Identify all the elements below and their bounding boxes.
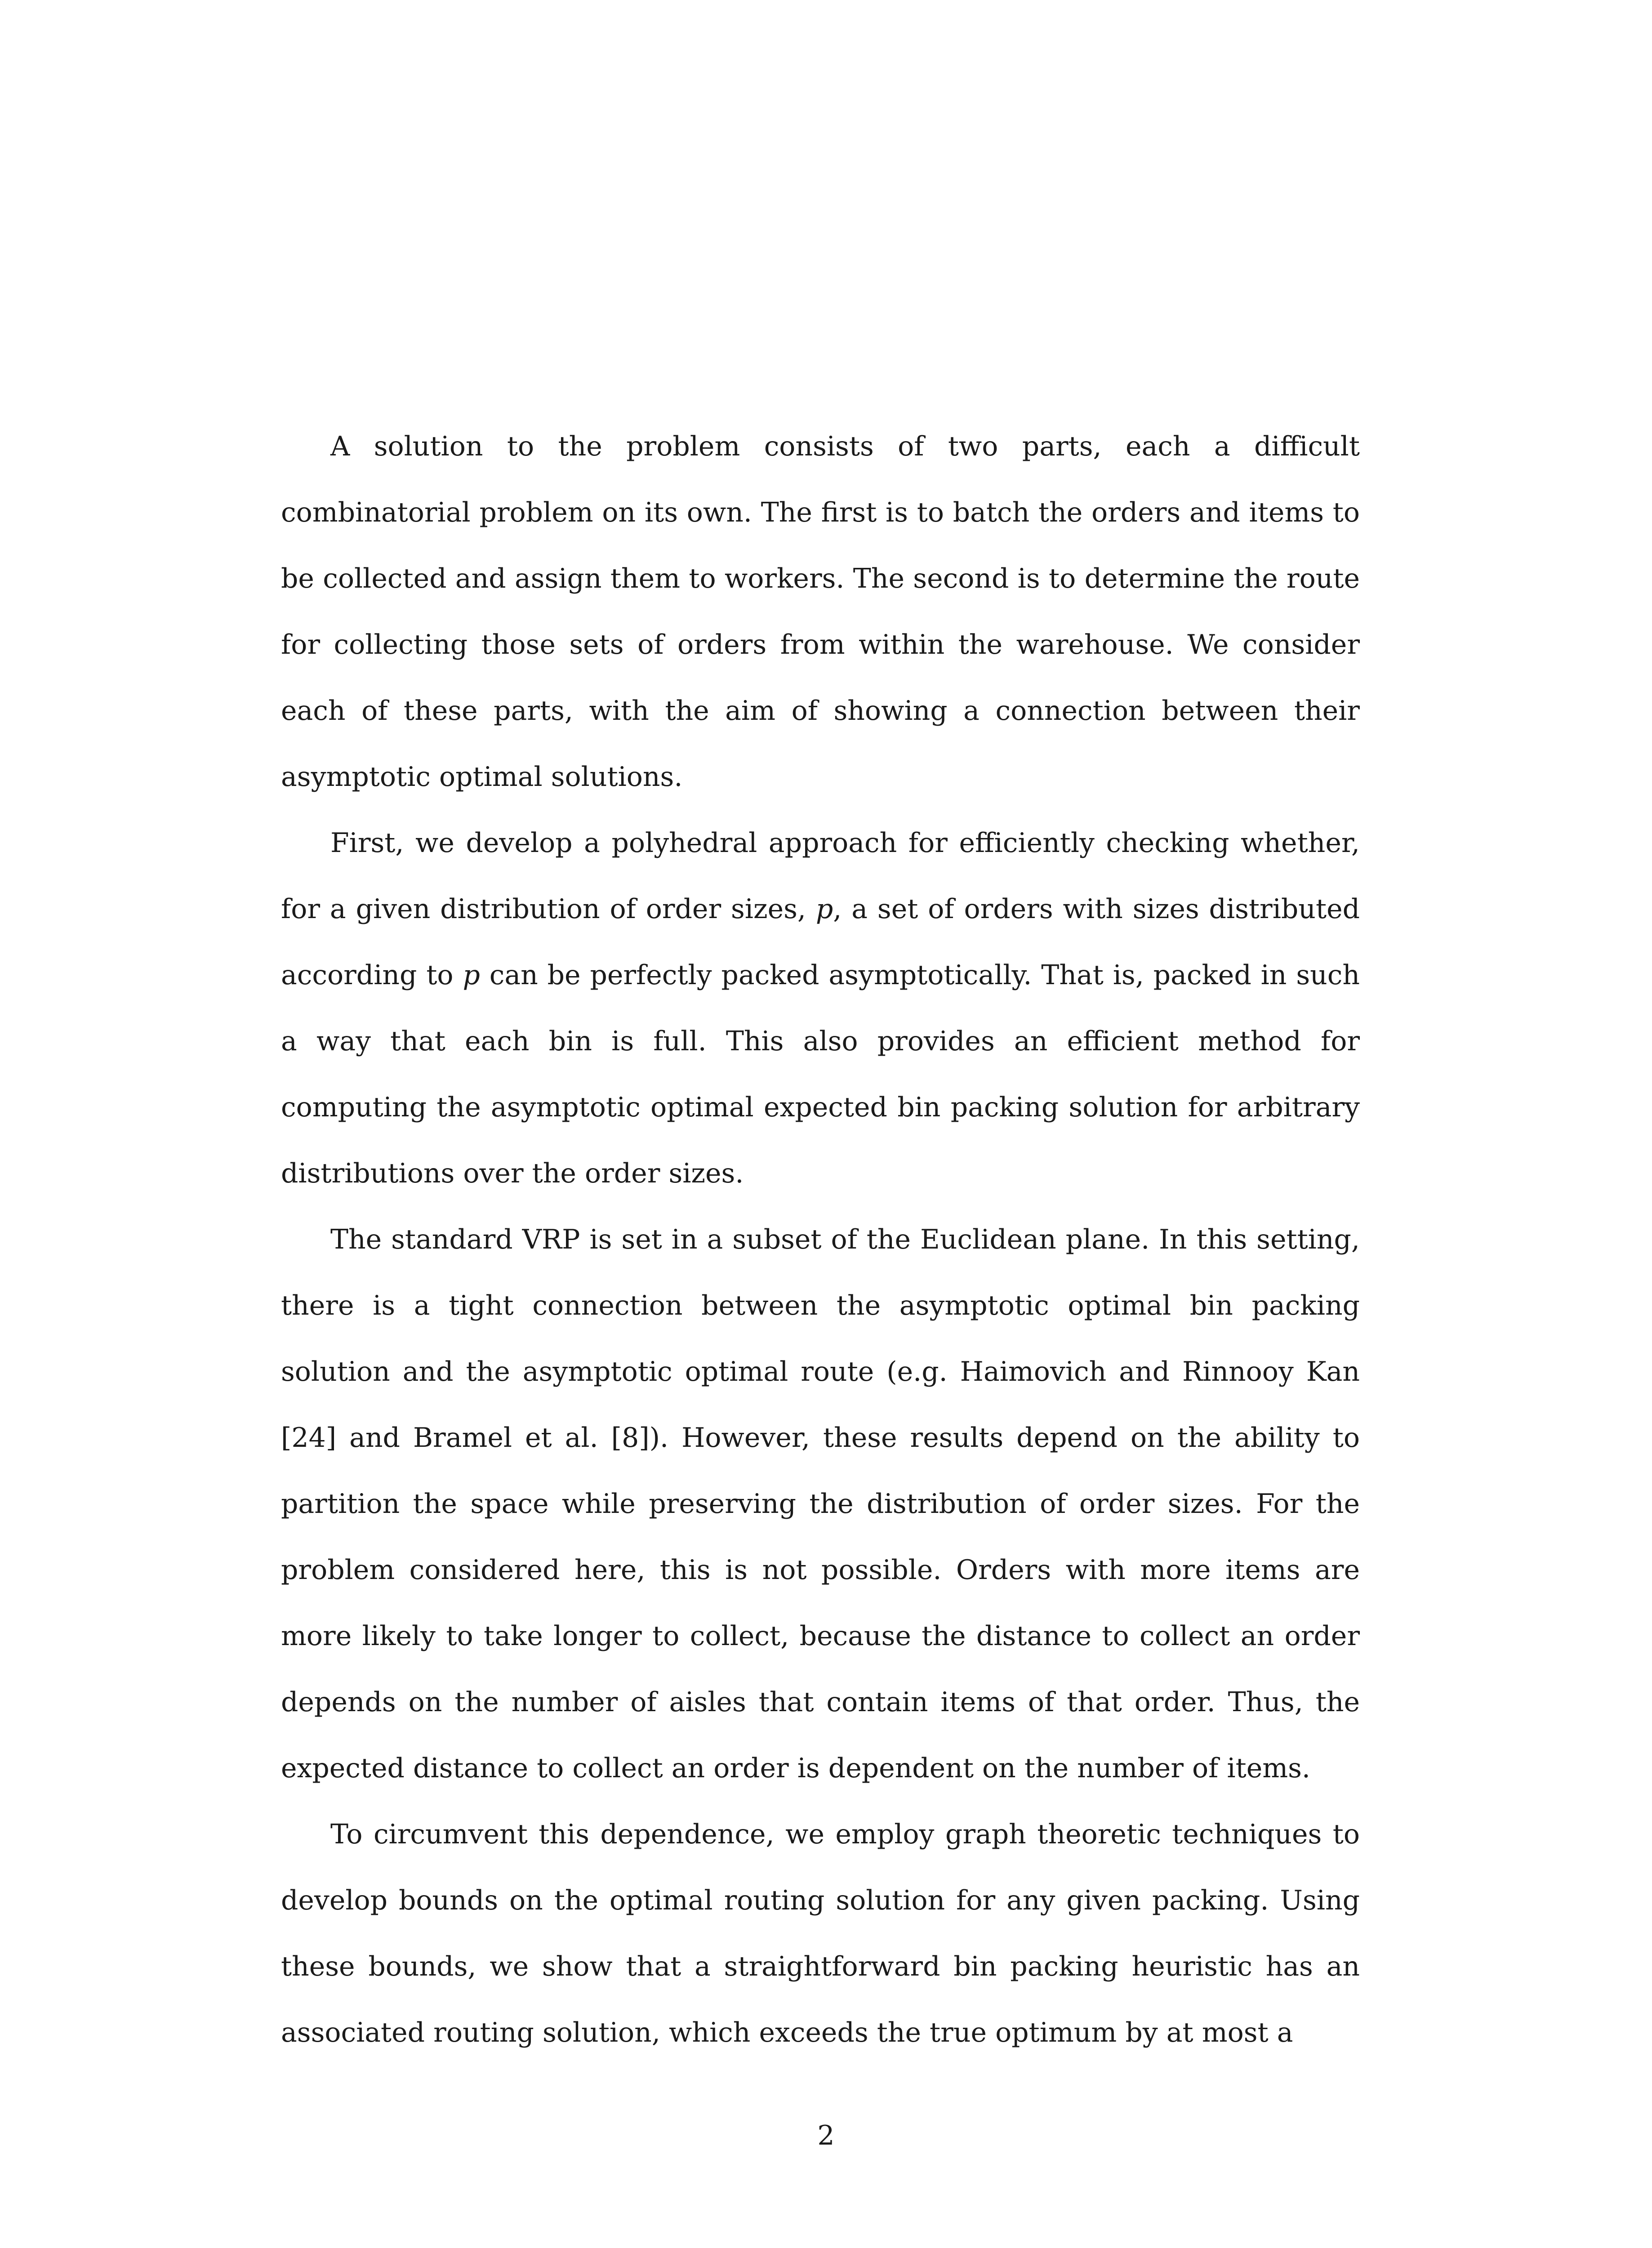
variable-p: p: [463, 959, 480, 991]
paragraph-4: To circumvent this dependence, we employ graph theoretic techniques to develop bounds on the optimal routing solution for any given packing. Using these bounds, we show that a straightforward bin packing heuristic has an associated routing solution, which exceeds the true optimum by at most a: [281, 1819, 1360, 2048]
page-number: 2: [817, 2120, 835, 2151]
paragraph-1: A solution to the problem consists of two parts, each a difficult combinatorial problem on its own. The first is to batch the orders and items to be collected and assign them to workers. The second is to determine the route for collecting those sets of orders from within the warehouse. We consider each of these parts, with the aim of showing a connection between their asymptotic optimal solutions.: [281, 431, 1360, 793]
paragraph-3: The standard VRP is set in a subset of the Euclidean plane. In this setting, there is a tight connection between the asymptotic optimal bin packing solution and the asymptotic optimal route (e.g. Haimovich and Rinnooy Kan [24] and Bramel et al. [8]). However, these results depend on the ability to partition the space while preserving the distribution of order sizes. For the problem considered here, this is not possible. Orders with more items are more likely to take longer to collect, because the distance to collect an order depends on the number of aisles that contain items of that order. Thus, the expected distance to collect an order is dependent on the number of items.: [281, 1224, 1360, 1784]
paragraph-2-part-2: , a set of orders with sizes distributed according to: [281, 893, 1360, 991]
paragraph-2-part-1: First, we develop a polyhedral approach for efficiently checking whether, for a given distribution of order sizes,: [281, 827, 1360, 925]
paragraph-2-part-3: can be perfectly packed asymptotically. That is, packed in such a way that each bin is full. This also provides an efficient method for computing the asymptotic optimal expected bin packing solution for arbitrary distributions over the order sizes.: [281, 959, 1360, 1189]
page-body: [281, 414, 1360, 2066]
paragraph-2: [281, 810, 1360, 1207]
variable-p: p: [815, 893, 833, 925]
